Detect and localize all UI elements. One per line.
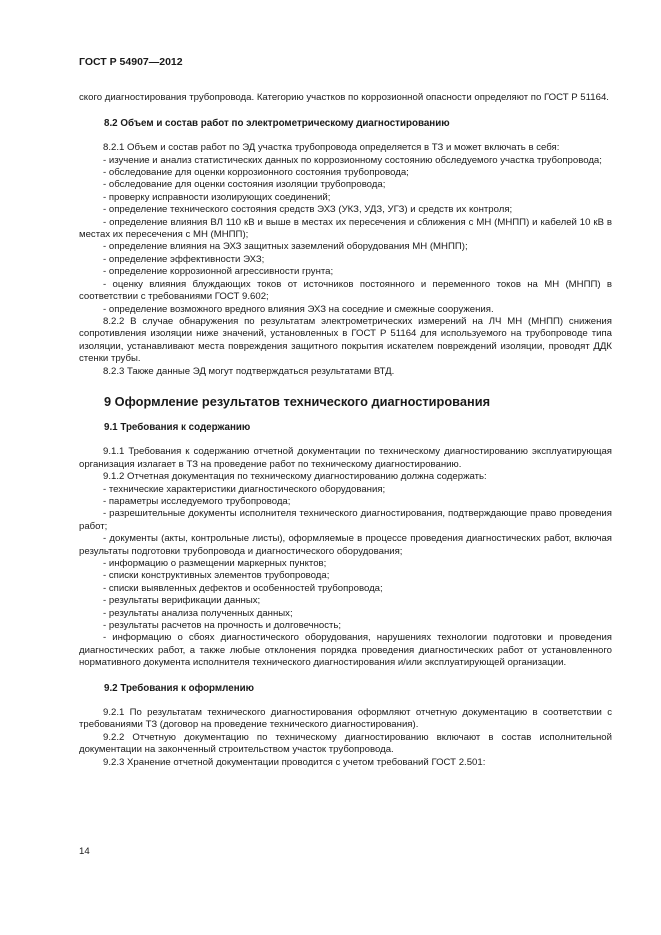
- list-item: - технические характеристики диагностического оборудования;: [103, 483, 386, 495]
- paragraph-9-2-2: 9.2.2 Отчетную документацию по техническому диагностированию включают в состав исполнительной документации на законченный строительством участок трубопровода.: [79, 731, 612, 756]
- paragraph-8-2-2: 8.2.2 В случае обнаружения по результатам электрометрических измерений на ЛЧ МН (МНПП) снижения сопротивления изоляции ниже значений, установленных в ГОСТ Р 51164 для используемого на трубопроводе типа изоляции, устанавливают места повреждения защитного покрытия искателем повреждений изоляции, проводят ДДК стенки трубы.: [79, 315, 612, 365]
- list-item: - проверку исправности изолирующих соединений;: [103, 191, 331, 203]
- paragraph-9-2-3: 9.2.3 Хранение отчетной документации проводится с учетом требований ГОСТ 2.501:: [103, 756, 486, 768]
- list-item: - документы (акты, контрольные листы), оформляемые в процессе проведения диагностических работ, включая результаты подготовки трубопровода и диагностического оборудования;: [79, 533, 612, 557]
- list-item: - определение возможного вредного влияния ЭХЗ на соседние и смежные сооружения.: [103, 303, 494, 315]
- list-item: - изучение и анализ статистических данных по коррозионному состоянию обследуемого участка трубопровода;: [103, 154, 602, 166]
- list-item: - определение влияния на ЭХЗ защитных заземлений оборудования МН (МНПП);: [103, 241, 468, 253]
- paragraph-9-1-1: 9.1.1 Требования к содержанию отчетной документации по техническому диагностированию эксплуатирующая организация излагает в ТЗ на проведение работ по техническому диагностированию.: [79, 446, 612, 470]
- paragraph-9-1-2: 9.1.2 Отчетная документация по техническому диагностированию должна содержать:: [103, 471, 487, 483]
- list-item: - списки конструктивных элементов трубопровода;: [103, 570, 330, 582]
- heading-8-2: 8.2 Объем и состав работ по электрометрическому диагностированию: [104, 117, 450, 129]
- list-item: - обследование для оценки состояния изоляции трубопровода;: [103, 179, 386, 191]
- list-item: - определение технического состояния средств ЭХЗ (УКЗ, УДЗ, УГЗ) и средств их контроля;: [103, 204, 513, 216]
- paragraph-8-2-3: 8.2.3 Также данные ЭД могут подтверждаться результатами ВТД.: [103, 365, 395, 377]
- section-9-title: 9 Оформление результатов технического диагностирования: [104, 393, 491, 409]
- page-number: 14: [79, 846, 90, 857]
- list-item: - информацию о размещении маркерных пунктов;: [103, 558, 327, 569]
- paragraph-9-2-1: 9.2.1 По результатам технического диагностирования оформляют отчетную документацию в соответствии с требованиями ТЗ (договор на проведение технического диагностирования).: [79, 707, 612, 731]
- paragraph-8-2-1: 8.2.1 Объем и состав работ по ЭД участка трубопровода определяется в ТЗ и может включать в себя:: [103, 142, 560, 154]
- document-header: ГОСТ Р 54907—2012: [79, 56, 183, 68]
- list-item: - результаты расчетов на прочность и долговечность;: [103, 620, 342, 632]
- list-item: - результаты верификации данных;: [103, 595, 261, 607]
- document-page: [79, 56, 612, 769]
- list-item: - оценку влияния блуждающих токов от источников постоянного и переменного токов на МН (МНПП) в соответствии с требованиями ГОСТ 9.602;: [79, 278, 612, 303]
- paragraph-intro: ского диагностирования трубопровода. Категорию участков по коррозионной опасности определяют по ГОСТ Р 51164.: [79, 92, 609, 104]
- list-item: - списки выявленных дефектов и особенностей трубопровода;: [103, 582, 383, 594]
- list-item: - определение эффективности ЭХЗ;: [103, 253, 265, 265]
- heading-9-2: 9.2 Требования к оформлению: [104, 682, 255, 694]
- list-item: - определение коррозионной агрессивности грунта;: [103, 266, 334, 278]
- list-item: - результаты анализа полученных данных;: [103, 607, 293, 619]
- list-item: - определение влияния ВЛ 110 кВ и выше в местах их пересечения и сближения с МН (МНПП) и кабелей 10 кВ в местах их пересечения с МН (МНПП);: [79, 216, 612, 241]
- heading-9-1: 9.1 Требования к содержанию: [104, 421, 251, 433]
- list-item: - обследование для оценки коррозионного состояния трубопровода;: [103, 167, 409, 179]
- list-item: - параметры исследуемого трубопровода;: [103, 495, 291, 507]
- list-item: - информацию о сбоях диагностического оборудования, нарушениях технологии подготовки и проведения диагностических работ, а также любые отклонения порядка проведения диагностических работ от установленного нормативного документа исполнителя технического диагностирования и/или эксплуатирующей организации.: [79, 632, 612, 669]
- list-item: - разрешительные документы исполнителя технического диагностирования, подтверждающие право проведения работ;: [79, 508, 612, 532]
